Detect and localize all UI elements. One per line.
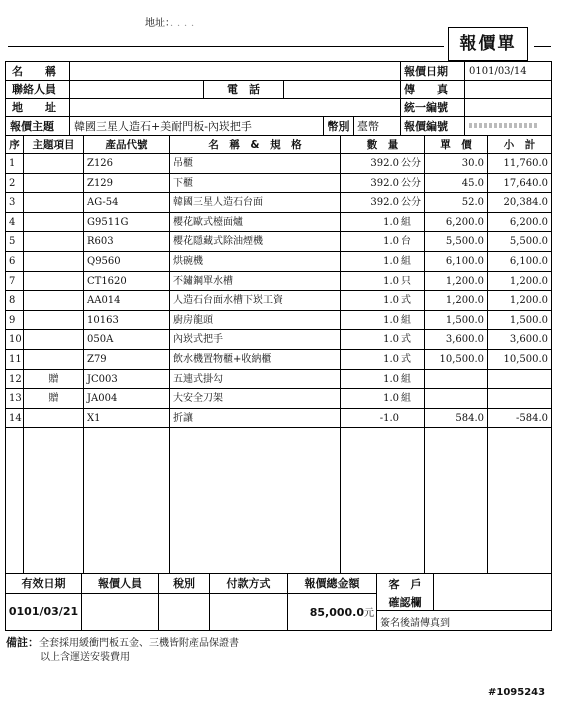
row-name: 折讓	[170, 409, 341, 429]
column-header-name: 名 稱 & 規 格	[170, 136, 341, 154]
row-qty-cell	[341, 389, 425, 409]
tax-id-value	[465, 99, 551, 117]
address-label: 地 址	[6, 99, 70, 117]
row-code: 10163	[84, 311, 170, 331]
row-topic	[24, 409, 84, 429]
row-subtotal: 11,760.0	[488, 154, 551, 174]
row-subtotal: 1,500.0	[488, 311, 551, 331]
row-price: 1,500.0	[425, 311, 488, 331]
column-header-topic: 主題項目	[24, 136, 84, 154]
row-topic	[24, 213, 84, 233]
row-name: 櫻花隱藏式除油煙機	[170, 232, 341, 252]
row-price: 584.0	[425, 409, 488, 429]
row-no: 5	[6, 232, 24, 252]
remarks	[6, 636, 239, 665]
staff-label: 報價人員	[82, 574, 159, 594]
subject-value: 韓國三星人造石+美耐門板-內崁把手	[70, 117, 324, 136]
row-qty: 392.0	[370, 177, 399, 189]
row-qty-cell	[341, 409, 425, 429]
row-qty: 1.0	[383, 295, 399, 307]
row-subtotal: 20,384.0	[488, 193, 551, 213]
top-address-label: 地址：	[145, 18, 170, 29]
column-header-subtotal: 小 計	[488, 136, 551, 154]
row-price: 1,200.0	[425, 272, 488, 292]
row-no: 6	[6, 252, 24, 272]
column-header-price: 單 價	[425, 136, 488, 154]
row-code: AG-54	[84, 193, 170, 213]
row-no: 9	[6, 311, 24, 331]
quote-no-value	[465, 117, 551, 136]
row-qty: 1.0	[383, 256, 399, 267]
sign-divider	[377, 610, 551, 611]
row-qty: 1.0	[383, 354, 399, 365]
customer-confirm-box	[377, 574, 551, 630]
row-subtotal	[488, 370, 551, 390]
row-unit	[399, 413, 401, 424]
row-name: 飲水機置物櫃+收納櫃	[170, 350, 341, 370]
row-code: R603	[84, 232, 170, 252]
row-price	[425, 389, 488, 409]
title-rule-left	[8, 46, 444, 47]
row-topic	[24, 330, 84, 350]
row-no: 11	[6, 350, 24, 370]
row-qty-cell	[341, 291, 425, 311]
row-qty-cell	[341, 330, 425, 350]
quote-no-redacted	[469, 123, 539, 128]
row-price: 3,600.0	[425, 330, 488, 350]
row-price: 6,200.0	[425, 213, 488, 233]
row-subtotal	[488, 389, 551, 409]
quotation-sheet	[5, 61, 552, 631]
row-topic: 贈	[24, 389, 84, 409]
row-no: 10	[6, 330, 24, 350]
date-value: 0101/03/14	[465, 62, 551, 81]
row-no: 2	[6, 174, 24, 194]
row-name: 人造石台面水槽下崁工資	[170, 291, 341, 311]
row-subtotal: 6,200.0	[488, 213, 551, 233]
row-name: 韓國三星人造石台面	[170, 193, 341, 213]
currency-label: 幣別	[324, 117, 354, 136]
row-topic	[24, 154, 84, 174]
row-topic	[24, 272, 84, 292]
row-code: Z79	[84, 350, 170, 370]
payment-label: 付款方式	[210, 574, 288, 594]
total-value: 85,000.0	[309, 606, 364, 619]
row-unit: 式	[401, 334, 411, 346]
phone-label: 電 話	[204, 81, 284, 99]
row-qty: 392.0	[370, 158, 399, 169]
row-subtotal: 3,600.0	[488, 330, 551, 350]
row-qty-cell	[341, 370, 425, 390]
total-value-cell	[288, 594, 377, 630]
confirm-label: 確認欄	[388, 596, 422, 609]
row-qty: 1.0	[383, 314, 399, 326]
row-no: 8	[6, 291, 24, 311]
row-price: 5,500.0	[425, 232, 488, 252]
empty-cell	[170, 428, 341, 574]
row-price: 52.0	[425, 193, 488, 213]
row-code: AA014	[84, 291, 170, 311]
row-qty-cell	[341, 272, 425, 292]
row-code: Z126	[84, 154, 170, 174]
row-price: 10,500.0	[425, 350, 488, 370]
row-unit: 組	[401, 216, 411, 228]
row-no: 7	[6, 272, 24, 292]
row-qty: 1.0	[383, 334, 399, 346]
row-subtotal: 10,500.0	[488, 350, 551, 370]
empty-cell	[84, 428, 170, 574]
column-header-qty: 數 量	[341, 136, 425, 154]
fax-value	[465, 81, 551, 99]
document-stamp-number: #1095243	[488, 687, 546, 698]
empty-cell	[425, 428, 488, 574]
name-label: 名 稱	[6, 62, 70, 81]
row-price: 6,100.0	[425, 252, 488, 272]
row-name: 內崁式把手	[170, 330, 341, 350]
tax-id-label: 統一編號	[401, 99, 465, 117]
row-no: 14	[6, 409, 24, 429]
sign-note: 簽名後請傳真到	[380, 618, 450, 629]
row-unit: 組	[401, 314, 411, 326]
row-code: CT1620	[84, 272, 170, 292]
row-subtotal: 1,200.0	[488, 272, 551, 292]
row-topic	[24, 252, 84, 272]
row-qty-cell	[341, 213, 425, 233]
row-qty: 392.0	[370, 197, 399, 209]
row-no: 1	[6, 154, 24, 174]
row-unit: 式	[401, 295, 411, 307]
row-topic	[24, 350, 84, 370]
contact-label: 聯絡人員	[6, 81, 70, 99]
row-unit: 公分	[401, 197, 421, 209]
row-qty-cell	[341, 350, 425, 370]
remarks-label: 備註：	[6, 636, 39, 649]
row-unit: 式	[401, 354, 411, 365]
row-code: JA004	[84, 389, 170, 409]
total-label: 報價總金額	[288, 574, 377, 594]
row-topic	[24, 291, 84, 311]
row-price: 30.0	[425, 154, 488, 174]
tax-type-value	[159, 594, 210, 630]
row-qty-cell	[341, 174, 425, 194]
row-topic	[24, 232, 84, 252]
row-qty: 1.0	[383, 236, 399, 248]
remarks-line-1: 全套採用緩衝門板五金、三機皆附產品保證書	[39, 638, 239, 649]
row-code: G9511G	[84, 213, 170, 233]
row-name: 下櫃	[170, 174, 341, 194]
top-address	[145, 14, 203, 29]
empty-cell	[24, 428, 84, 574]
row-name: 大安全刀架	[170, 389, 341, 409]
row-qty: 1.0	[383, 393, 399, 405]
row-name: 不鏽鋼單水槽	[170, 272, 341, 292]
date-label: 報價日期	[401, 62, 465, 81]
column-header-no: 序	[6, 136, 24, 154]
row-qty: 1.0	[383, 373, 399, 385]
row-qty: 1.0	[383, 216, 399, 228]
remarks-line-2: 以上含運送安裝費用	[40, 652, 130, 663]
row-qty: 1.0	[383, 275, 399, 287]
empty-cell	[488, 428, 551, 574]
row-code: X1	[84, 409, 170, 429]
row-no: 3	[6, 193, 24, 213]
title-rule-right	[534, 46, 551, 47]
row-subtotal: 5,500.0	[488, 232, 551, 252]
customer-label: 客 戶	[388, 578, 422, 591]
quote-no-label: 報價編號	[401, 117, 465, 136]
empty-cell	[6, 428, 24, 574]
top-address-dots: ．．．．	[170, 18, 203, 29]
staff-value	[82, 594, 159, 630]
row-topic	[24, 193, 84, 213]
row-no: 12	[6, 370, 24, 390]
row-name: 廚房龍頭	[170, 311, 341, 331]
row-code: Z129	[84, 174, 170, 194]
row-name: 烘碗機	[170, 252, 341, 272]
row-unit: 公分	[401, 158, 421, 169]
row-subtotal: 1,200.0	[488, 291, 551, 311]
row-code: Q9560	[84, 252, 170, 272]
row-qty-cell	[341, 154, 425, 174]
row-topic: 贈	[24, 370, 84, 390]
address-value	[70, 99, 401, 117]
row-qty-cell	[341, 311, 425, 331]
valid-date-label: 有效日期	[6, 574, 82, 594]
row-qty: -1.0	[379, 412, 399, 424]
row-subtotal: 17,640.0	[488, 174, 551, 194]
row-name: 吊櫃	[170, 154, 341, 174]
row-code: JC003	[84, 370, 170, 390]
row-no: 4	[6, 213, 24, 233]
row-subtotal: 6,100.0	[488, 252, 551, 272]
row-no: 13	[6, 389, 24, 409]
row-qty-cell	[341, 193, 425, 213]
phone-value	[284, 81, 401, 99]
total-unit: 元	[364, 608, 374, 619]
customer-confirm-label-box	[377, 574, 434, 611]
row-unit: 公分	[401, 177, 421, 189]
row-code: 050A	[84, 330, 170, 350]
name-value	[70, 62, 401, 81]
subject-label: 報價主題	[6, 117, 70, 136]
row-price: 1,200.0	[425, 291, 488, 311]
row-qty-cell	[341, 252, 425, 272]
fax-label: 傳 真	[401, 81, 465, 99]
row-name: 櫻花歐式檯面爐	[170, 213, 341, 233]
row-price	[425, 370, 488, 390]
payment-value	[210, 594, 288, 630]
tax-type-label: 稅別	[159, 574, 210, 594]
row-unit: 組	[401, 256, 411, 267]
row-qty-cell	[341, 232, 425, 252]
document-title: 報價單	[448, 27, 528, 61]
row-unit: 只	[401, 275, 411, 287]
row-topic	[24, 174, 84, 194]
row-topic	[24, 311, 84, 331]
contact-value	[70, 81, 204, 99]
row-unit: 台	[401, 236, 411, 248]
row-price: 45.0	[425, 174, 488, 194]
row-unit: 組	[401, 373, 411, 385]
column-header-code: 產品代號	[84, 136, 170, 154]
currency-value: 臺幣	[354, 117, 401, 136]
valid-date-value: 0101/03/21	[6, 594, 82, 630]
row-unit: 組	[401, 393, 411, 405]
row-name: 五連式掛勾	[170, 370, 341, 390]
empty-cell	[341, 428, 425, 574]
row-subtotal: -584.0	[488, 409, 551, 429]
